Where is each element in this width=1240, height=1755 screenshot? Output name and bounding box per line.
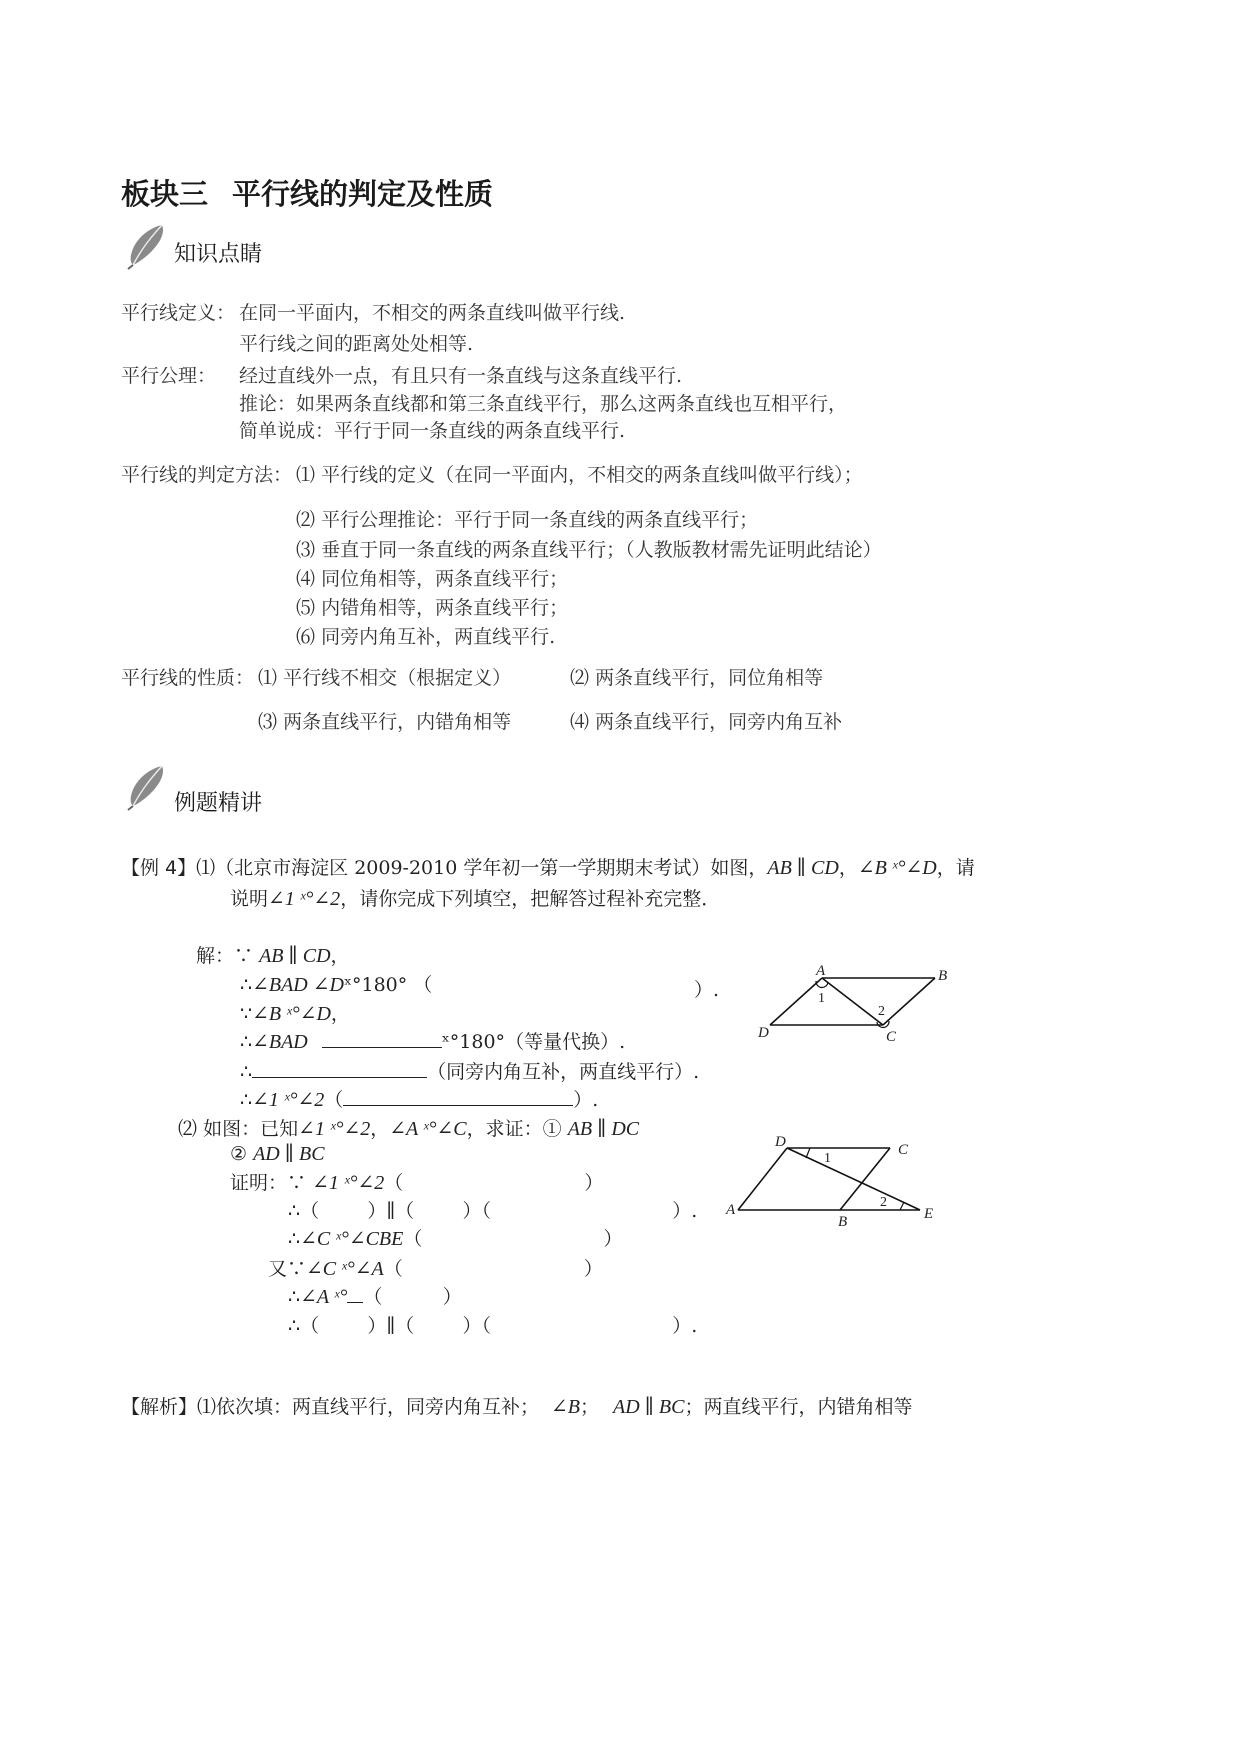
part2-intro: ⑵ 如图：已知∠1 ˣ°∠2，∠A ˣ°∠C，求证：① AB ∥ DC — [178, 1118, 640, 1140]
axiom-label: 平行公理： — [121, 365, 217, 387]
angle-2: 2 — [878, 1004, 885, 1019]
solution-step: ∴∠1 ˣ°∠2（ ）. — [240, 1085, 598, 1112]
example-intro: 【例 4】⑴（北京市海淀区 2009-2010 学年初一第一学期期末考试）如图，AB ∥ CD，∠B ˣ°∠D，请 — [121, 857, 975, 879]
proof-step: ∴∠A ˣ° （ ） — [288, 1282, 462, 1309]
block-title: 平行线的判定及性质 — [232, 177, 494, 211]
blank[interactable] — [252, 1057, 427, 1078]
section-examples: 例题精讲 — [174, 791, 263, 816]
properties-label: 平行线的性质： — [121, 667, 255, 689]
feather-icon — [122, 763, 168, 811]
label-d: D — [758, 1025, 769, 1041]
definition-line-1: 在同一平面内，不相交的两条直线叫做平行线. — [239, 302, 626, 324]
angle-1: 1 — [824, 1151, 831, 1166]
figure-parallelogram-abcd-e — [722, 1130, 944, 1230]
proof-step: 证明：∵ ∠1 ˣ°∠2（ ） — [230, 1172, 604, 1194]
solution-step: ∵∠B ˣ°∠D， — [240, 1003, 350, 1025]
label-b: B — [838, 1214, 848, 1230]
proof-step: ∴∠C ˣ°∠CBE（ ） — [288, 1228, 623, 1250]
axiom-line-3: 简单说成：平行于同一条直线的两条直线平行. — [239, 420, 626, 442]
label-a: A — [726, 1202, 736, 1218]
proof-step: 又∵∠C ˣ°∠A（ ） — [268, 1258, 603, 1280]
label-c: C — [898, 1142, 909, 1158]
label-b: B — [938, 968, 948, 984]
blank[interactable] — [343, 1085, 573, 1106]
label-e: E — [924, 1206, 934, 1222]
criteria-item: ⑹ 同旁内角互补，两直线平行. — [296, 626, 556, 648]
feather-icon — [122, 222, 168, 270]
figure-parallelogram-abcd — [750, 962, 960, 1047]
angle-1: 1 — [818, 991, 825, 1006]
example-intro-line-2: 说明∠1 ˣ°∠2，请你完成下列填空，把解答过程补充完整． — [230, 888, 721, 910]
label-c: C — [886, 1029, 897, 1045]
criteria-item: ⑷ 同位角相等，两条直线平行； — [296, 568, 569, 590]
property-item: ⑷ 两条直线平行，同旁内角互补 — [570, 711, 843, 733]
solution-step: ∴∠BAD ˣ°180°（等量代换）. — [240, 1027, 625, 1054]
analysis-tag: 【解析】 — [121, 1396, 198, 1418]
blank[interactable] — [322, 1027, 442, 1048]
property-item: ⑶ 两条直线平行，内错角相等 — [258, 711, 512, 733]
part2-claim-2: ② AD ∥ BC — [230, 1143, 325, 1165]
solution-step-close: ）. — [694, 979, 720, 1001]
analysis: 【解析】⑴依次填：两直线平行，同旁内角互补； ∠B； AD ∥ BC；两直线平行，内错角相等 — [121, 1396, 913, 1418]
block-label: 板块三 — [121, 177, 209, 211]
criteria-item: ⑶ 垂直于同一条直线的两条直线平行；（人教版教材需先证明此结论） — [296, 539, 882, 561]
angle-2: 2 — [880, 1195, 887, 1210]
criteria-item: ⑸ 内错角相等，两条直线平行； — [296, 597, 569, 619]
solution-step: 解：∵ AB ∥ CD， — [196, 945, 350, 967]
label-a: A — [816, 963, 826, 979]
label-d: D — [775, 1134, 786, 1150]
solution-step: ∴∠BAD ∠Dˣ°180° （ — [240, 974, 433, 996]
axiom-line-2: 推论：如果两条直线都和第三条直线平行，那么这两条直线也互相平行， — [239, 393, 848, 415]
definition-line-2: 平行线之间的距离处处相等. — [239, 333, 474, 355]
section-knowledge: 知识点睛 — [174, 242, 263, 267]
page-title — [121, 172, 493, 213]
proof-step: ∴（ ）∥（ ）（ ）. — [288, 1315, 698, 1337]
criteria-item: ⑴ 平行线的定义（在同一平面内，不相交的两条直线叫做平行线）； — [296, 464, 863, 486]
solution-step: ∴ （同旁内角互补，两直线平行）. — [240, 1057, 699, 1084]
example-tag: 【例 4】 — [121, 857, 197, 879]
property-item: ⑴ 平行线不相交（根据定义） — [258, 667, 512, 689]
axiom-line-1: 经过直线外一点，有且只有一条直线与这条直线平行. — [239, 365, 683, 387]
definition-label: 平行线定义： — [121, 302, 236, 324]
blank[interactable] — [347, 1282, 363, 1303]
proof-step: ∴（ ）∥（ ）（ ）. — [288, 1200, 698, 1222]
criteria-label: 平行线的判定方法： — [121, 464, 293, 486]
criteria-item: ⑵ 平行公理推论：平行于同一条直线的两条直线平行； — [296, 509, 759, 531]
property-item: ⑵ 两条直线平行，同位角相等 — [570, 667, 824, 689]
